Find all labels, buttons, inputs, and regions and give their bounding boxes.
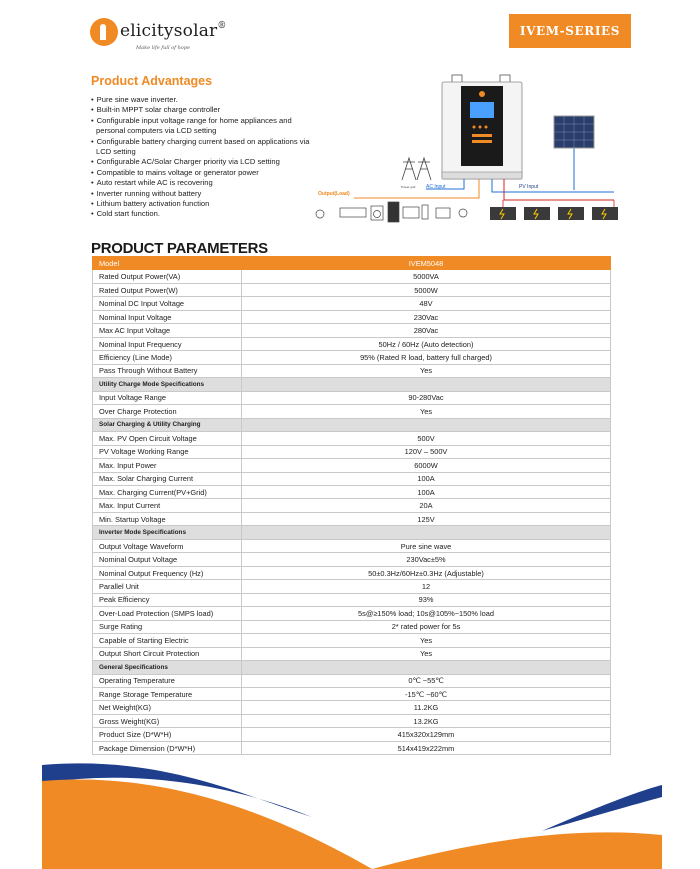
parameter-value: 5000W	[242, 283, 611, 296]
parameter-name: Min. Startup Voltage	[93, 512, 242, 525]
model-label: Model	[93, 257, 242, 270]
advantages-list	[91, 95, 316, 220]
parameter-name: Capable of Starting Electric	[93, 634, 242, 647]
parameter-name: Nominal Input Frequency	[93, 337, 242, 350]
advantage-item: • Lithium battery activation function	[91, 199, 316, 209]
tv-icon	[403, 207, 419, 218]
table-row	[93, 270, 611, 283]
parameter-value: Pure sine wave	[242, 539, 611, 552]
parameter-value: 514x419x222mm	[242, 741, 611, 754]
parameter-name: Nominal Output Frequency (Hz)	[93, 566, 242, 579]
parameter-value: 50Hz / 60Hz (Auto detection)	[242, 337, 611, 350]
parameter-value: Yes	[242, 634, 611, 647]
parameter-name: Nominal Input Voltage	[93, 310, 242, 323]
parameter-name: Over-Load Protection (SMPS load)	[93, 607, 242, 620]
section-header-row	[93, 661, 611, 674]
section-spacer	[242, 526, 611, 539]
parameter-name: Parallel Unit	[93, 580, 242, 593]
parameter-value: 11.2KG	[242, 701, 611, 714]
solar-panel-illustration	[554, 116, 594, 148]
brand-tagline: Make life full of hope	[136, 45, 190, 51]
parameter-name: Rated Output Power(W)	[93, 283, 242, 296]
parameter-name: Product Size (D*W*H)	[93, 728, 242, 741]
parameter-value: 13.2KG	[242, 714, 611, 727]
parameter-name: Range Storage Temperature	[93, 688, 242, 701]
table-row	[93, 539, 611, 552]
table-row	[93, 714, 611, 727]
table-row	[93, 593, 611, 606]
parameter-name: Max. Solar Charging Current	[93, 472, 242, 485]
section-spacer	[242, 418, 611, 431]
footer-wave-decoration	[42, 735, 662, 869]
table-row	[93, 405, 611, 418]
table-row	[93, 445, 611, 458]
battery-bank-illustration	[490, 200, 618, 220]
parameter-value: 230Vac	[242, 310, 611, 323]
brand-name: elicitysolar®	[120, 21, 227, 41]
parameter-value: 48V	[242, 297, 611, 310]
table-row	[93, 499, 611, 512]
parameter-value: 280Vac	[242, 324, 611, 337]
advantages-title: Product Advantages	[91, 74, 213, 88]
table-row	[93, 553, 611, 566]
parameter-name: Over Charge Protection	[93, 405, 242, 418]
table-header-row	[93, 257, 611, 270]
ac-input-label: AC Input	[426, 184, 446, 190]
air-conditioner-icon	[340, 208, 366, 217]
parameter-name: Max. Input Power	[93, 459, 242, 472]
advantage-item: • Auto restart while AC is recovering	[91, 178, 316, 188]
parameter-value: 100A	[242, 485, 611, 498]
parameter-name: Gross Weight(KG)	[93, 714, 242, 727]
table-row	[93, 701, 611, 714]
parameter-name: PV Voltage Working Range	[93, 445, 242, 458]
parameter-name: Peak Efficiency	[93, 593, 242, 606]
parameter-name: Output Voltage Waveform	[93, 539, 242, 552]
parameter-value: 230Vac±5%	[242, 553, 611, 566]
table-row	[93, 310, 611, 323]
advantage-item: • Configurable input voltage range for home appliances and personal computers via LCD setting	[91, 116, 316, 137]
laptop-icon	[436, 208, 450, 218]
inverter-illustration	[442, 75, 522, 179]
model-value: IVEM5048	[242, 257, 611, 270]
parameter-value: -15℃ ~60℃	[242, 688, 611, 701]
section-title: General Specifications	[93, 661, 242, 674]
parameter-value: 20A	[242, 499, 611, 512]
parameter-value: 415x320x129mm	[242, 728, 611, 741]
appliance-icons	[316, 202, 467, 222]
output-load-label: Output(Load)	[318, 191, 350, 197]
parameter-value: 50±0.3Hz/60Hz±0.3Hz (Adjustable)	[242, 566, 611, 579]
bulb-icon	[316, 210, 324, 218]
section-title: Solar Charging & Utility Charging	[93, 418, 242, 431]
parameter-value: Yes	[242, 364, 611, 377]
brand-logo	[90, 18, 230, 58]
table-row	[93, 674, 611, 687]
parameter-name: Max AC Input Voltage	[93, 324, 242, 337]
parameter-name: Package Dimension (D*W*H)	[93, 741, 242, 754]
parameter-name: Operating Temperature	[93, 674, 242, 687]
table-row	[93, 620, 611, 633]
advantage-item: • Configurable battery charging current based on applications via LCD setting	[91, 137, 316, 158]
advantage-item: • Inverter running without battery	[91, 189, 316, 199]
parameter-value: Yes	[242, 405, 611, 418]
pv-input-label: PV Input	[519, 184, 539, 190]
parameter-value: 120V – 500V	[242, 445, 611, 458]
parameter-name: Max. PV Open Circuit Voltage	[93, 432, 242, 445]
section-title: Utility Charge Mode Specifications	[93, 378, 242, 391]
table-row	[93, 634, 611, 647]
parameter-name: Input Voltage Range	[93, 391, 242, 404]
parameter-value: 100A	[242, 472, 611, 485]
table-row	[93, 283, 611, 296]
parameters-title: PRODUCT PARAMETERS	[91, 240, 268, 257]
section-spacer	[242, 661, 611, 674]
parameter-value: 5s@≥150% load; 10s@105%~150% load	[242, 607, 611, 620]
parameter-value: Yes	[242, 647, 611, 660]
parameter-value: 90-280Vac	[242, 391, 611, 404]
parameter-value: 125V	[242, 512, 611, 525]
parameter-name: Pass Through Without Battery	[93, 364, 242, 377]
advantage-item: • Pure sine wave inverter.	[91, 95, 316, 105]
table-row	[93, 688, 611, 701]
parameter-name: Net Weight(KG)	[93, 701, 242, 714]
parameter-value: 12	[242, 580, 611, 593]
table-row	[93, 607, 611, 620]
advantage-item: • Cold start function.	[91, 209, 316, 219]
table-row	[93, 391, 611, 404]
parameter-value: 95% (Rated R load, battery full charged)	[242, 351, 611, 364]
parameter-value: 500V	[242, 432, 611, 445]
parameters-table	[92, 256, 611, 755]
logo-mark-icon	[90, 18, 118, 46]
table-row	[93, 432, 611, 445]
advantage-item: • Built-in MPPT solar charge controller	[91, 105, 316, 115]
table-row	[93, 297, 611, 310]
table-row	[93, 351, 611, 364]
parameter-value: 5000VA	[242, 270, 611, 283]
parameter-name: Max. Input Current	[93, 499, 242, 512]
advantage-item: • Compatible to mains voltage or generator power	[91, 168, 316, 178]
table-row	[93, 364, 611, 377]
computer-icon	[422, 205, 428, 219]
table-row	[93, 459, 611, 472]
parameter-value: 6000W	[242, 459, 611, 472]
section-header-row	[93, 378, 611, 391]
parameter-name: Max. Charging Current(PV+Grid)	[93, 485, 242, 498]
table-row	[93, 324, 611, 337]
parameter-name: Output Short Circuit Protection	[93, 647, 242, 660]
table-row	[93, 566, 611, 579]
section-header-row	[93, 526, 611, 539]
parameter-value: 2* rated power for 5s	[242, 620, 611, 633]
table-row	[93, 580, 611, 593]
table-row	[93, 485, 611, 498]
system-diagram	[314, 72, 620, 234]
parameter-name: Surge Rating	[93, 620, 242, 633]
parameter-name: Efficiency (Line Mode)	[93, 351, 242, 364]
table-row	[93, 472, 611, 485]
parameter-name: Nominal DC Input Voltage	[93, 297, 242, 310]
table-row	[93, 337, 611, 350]
section-title: Inverter Mode Specifications	[93, 526, 242, 539]
section-header-row	[93, 418, 611, 431]
parameter-name: Nominal Output Voltage	[93, 553, 242, 566]
advantage-item: • Configurable AC/Solar Charger priority via LCD setting	[91, 157, 316, 167]
grid-label: Power grid	[401, 185, 416, 189]
parameter-name: Rated Output Power(VA)	[93, 270, 242, 283]
parameter-value: 93%	[242, 593, 611, 606]
parameter-value: 0℃ ~55℃	[242, 674, 611, 687]
fridge-icon	[388, 202, 399, 222]
fan-icon	[459, 209, 467, 217]
section-spacer	[242, 378, 611, 391]
table-row	[93, 512, 611, 525]
series-badge: IVEM-SERIES	[509, 14, 631, 48]
table-row	[93, 647, 611, 660]
